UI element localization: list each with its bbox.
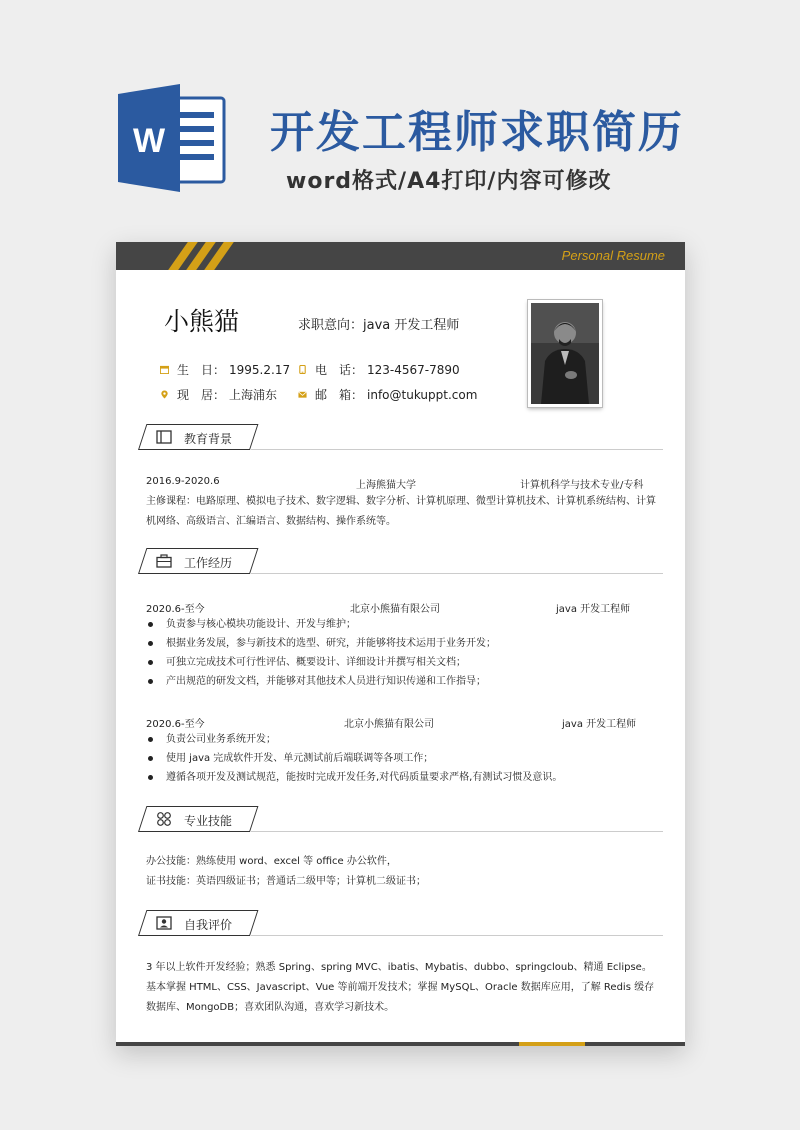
education-section-title: 教育背景: [138, 424, 250, 450]
mail-icon: [298, 390, 307, 399]
info-location: 现 居： 上海浦东: [160, 386, 277, 403]
person-silhouette-icon: [531, 303, 599, 404]
skill-line: 办公技能：熟练使用 word、excel 等 office 办公软件，: [146, 856, 397, 867]
self-eval-section-title: 自我评价: [138, 910, 250, 936]
section-divider: [251, 831, 663, 832]
calendar-icon: [160, 365, 169, 374]
job-company: 北京小熊猫有限公司: [344, 719, 434, 730]
list-item: 根据业务发展，参与新技术的选型、研究，并能够将技术运用于业务开发；: [146, 634, 666, 653]
resume-header-bar: [116, 242, 685, 270]
job-intent: 求职意向：java 开发工程师: [298, 318, 460, 333]
footer-accent: [519, 1042, 585, 1046]
promo-title: 开发工程师求职简历: [270, 107, 684, 158]
resume-footer-bar: [116, 1042, 685, 1046]
self-eval-text: 3 年以上软件开发经验；熟悉 Spring、spring MVC、ibatis、Mybatis、dubbo、springcloub、精通 Eclipse。基本掌握 HTML、CSS、Javascript、Vue 等前端开发技术；掌握 MySQL、Oracle 数据库应用，了解 Redis 缓存数据库、MongoDB；喜欢团队沟通，喜欢学习新技术。: [146, 962, 655, 1013]
personal-resume-label: Personal Resume: [561, 248, 665, 263]
job-company: 北京小熊猫有限公司: [350, 604, 440, 615]
info-birthday: 生 日： 1995.2.17: [160, 361, 290, 378]
section-divider: [251, 935, 663, 936]
education-period: 2016.9-2020.6: [146, 476, 220, 487]
grid-icon: [156, 812, 172, 826]
section-divider: [251, 449, 663, 450]
location-icon: [160, 390, 169, 399]
education-courses: 主修课程：电路原理、模拟电子技术、数字逻辑、数字分析、计算机原理、微型计算机技术、计算机系统结构、计算机网络、高级语言、汇编语言、数据结构、操作系统等。: [146, 496, 656, 527]
phone-icon: [298, 365, 307, 374]
person-icon: [156, 916, 172, 930]
list-item: 产出规范的研发文档，并能够对其他技术人员进行知识传递和工作指导；: [146, 672, 666, 691]
skills-section-title: 专业技能: [138, 806, 250, 832]
book-icon: [156, 430, 172, 444]
skills-list: [146, 852, 658, 892]
list-item: 使用 java 完成软件开发、单元测试前后端联调等各项工作；: [146, 749, 666, 768]
job-position: java 开发工程师: [556, 604, 631, 615]
job-duties: [146, 615, 666, 691]
list-item: 可独立完成技术可行性评估、概要设计、详细设计并撰写相关文档；: [146, 653, 666, 672]
job-period: 2020.6-至今: [146, 719, 205, 730]
list-item: 负责参与核心模块功能设计、开发与维护；: [146, 615, 666, 634]
word-app-icon: [118, 84, 230, 192]
candidate-name: 小熊猫: [164, 307, 240, 336]
word-letter: W: [132, 122, 166, 160]
job-period: 2020.6-至今: [146, 604, 205, 615]
profile-photo: [528, 300, 602, 407]
section-divider: [251, 573, 663, 574]
briefcase-icon: [156, 554, 172, 568]
education-major: 计算机科学与技术专业/专科: [520, 480, 644, 491]
job-position: java 开发工程师: [562, 719, 637, 730]
list-item: 负责公司业务系统开发；: [146, 730, 666, 749]
resume-paper: [116, 242, 685, 1046]
work-section-title: 工作经历: [138, 548, 250, 574]
education-school: 上海熊猫大学: [356, 480, 416, 491]
job-duties: [146, 730, 666, 787]
list-item: 遵循各项开发及测试规范，能按时完成开发任务,对代码质量要求严格,有测试习惯及意识。: [146, 768, 666, 787]
skill-line: 证书技能：英语四级证书；普通话二级甲等；计算机二级证书；: [146, 876, 426, 887]
info-phone: 电 话： 123-4567-7890: [298, 361, 460, 378]
promo-subtitle: word格式/A4打印/内容可修改: [286, 169, 612, 194]
info-email: 邮 箱： info@tukuppt.com: [298, 386, 477, 403]
